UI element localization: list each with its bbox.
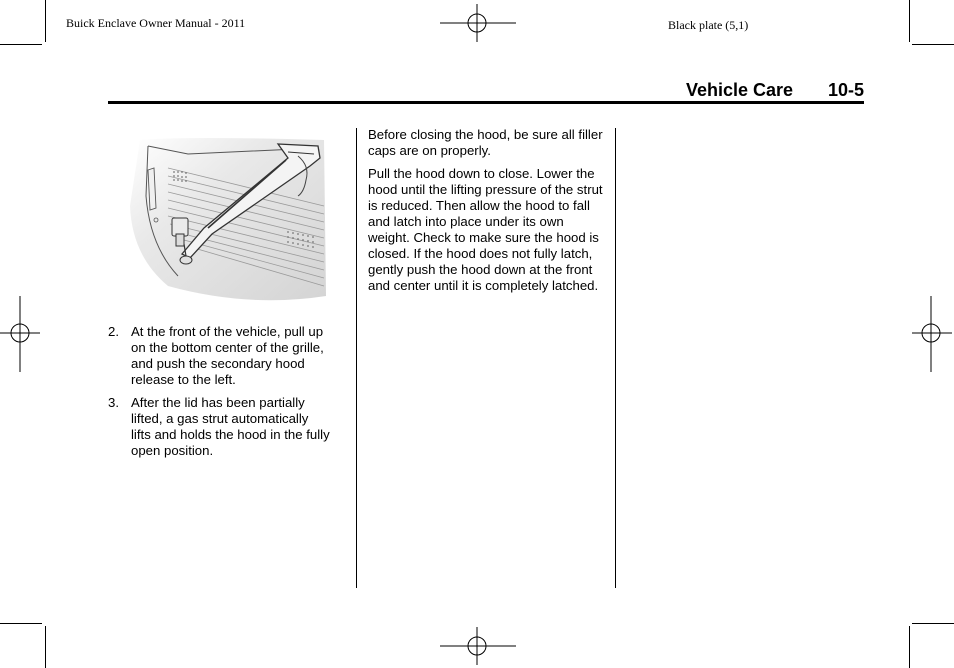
section-title: Vehicle Care [686, 80, 794, 100]
header-rule [108, 101, 864, 104]
crop-mark-top-left-h [0, 44, 42, 45]
step-text: After the lid has been partially lifted, a gas strut automatically lifts and holds the hood in the fully open position. [131, 395, 330, 458]
paragraph: Pull the hood down to close. Lower the hood until the lifting pressure of the strut is reduced. Then allow the hood to fall and latch into place under its own weight. Check to make sure the hood is closed. If the hood does not fully latch, gently push the hood down at the front and center until it is completely latched. [368, 166, 603, 293]
crop-mark-bottom-right-v [909, 626, 910, 668]
crop-mark-bottom-left-h [0, 623, 42, 624]
step-number: 3. [108, 395, 119, 410]
step-text: At the front of the vehicle, pull up on the bottom center of the grille, and push the secondary hood release to the left. [131, 324, 324, 387]
crop-mark-top-right-v [909, 0, 910, 42]
column-divider-1 [356, 128, 357, 588]
column-divider-2 [615, 128, 616, 588]
registration-mark-left-icon [0, 296, 40, 372]
plate-label: Black plate (5,1) [668, 18, 749, 32]
crop-mark-top-left-v [45, 0, 46, 42]
list-item [108, 395, 330, 459]
hood-strut-illustration [128, 136, 326, 304]
list-item [108, 324, 330, 388]
registration-mark-bottom-icon [440, 627, 516, 665]
step-number: 2. [108, 324, 119, 339]
closing-instructions [368, 127, 606, 301]
steps-list [108, 324, 330, 466]
paragraph: Before closing the hood, be sure all filler caps are on properly. [368, 127, 603, 158]
crop-mark-bottom-right-h [912, 623, 954, 624]
registration-mark-right-icon [912, 296, 952, 372]
manual-title: Buick Enclave Owner Manual - 2011 [66, 16, 246, 30]
crop-mark-top-right-h [912, 44, 954, 45]
page-number: 10-5 [827, 80, 864, 100]
registration-mark-top-icon [440, 4, 516, 42]
crop-mark-bottom-left-v [45, 626, 46, 668]
